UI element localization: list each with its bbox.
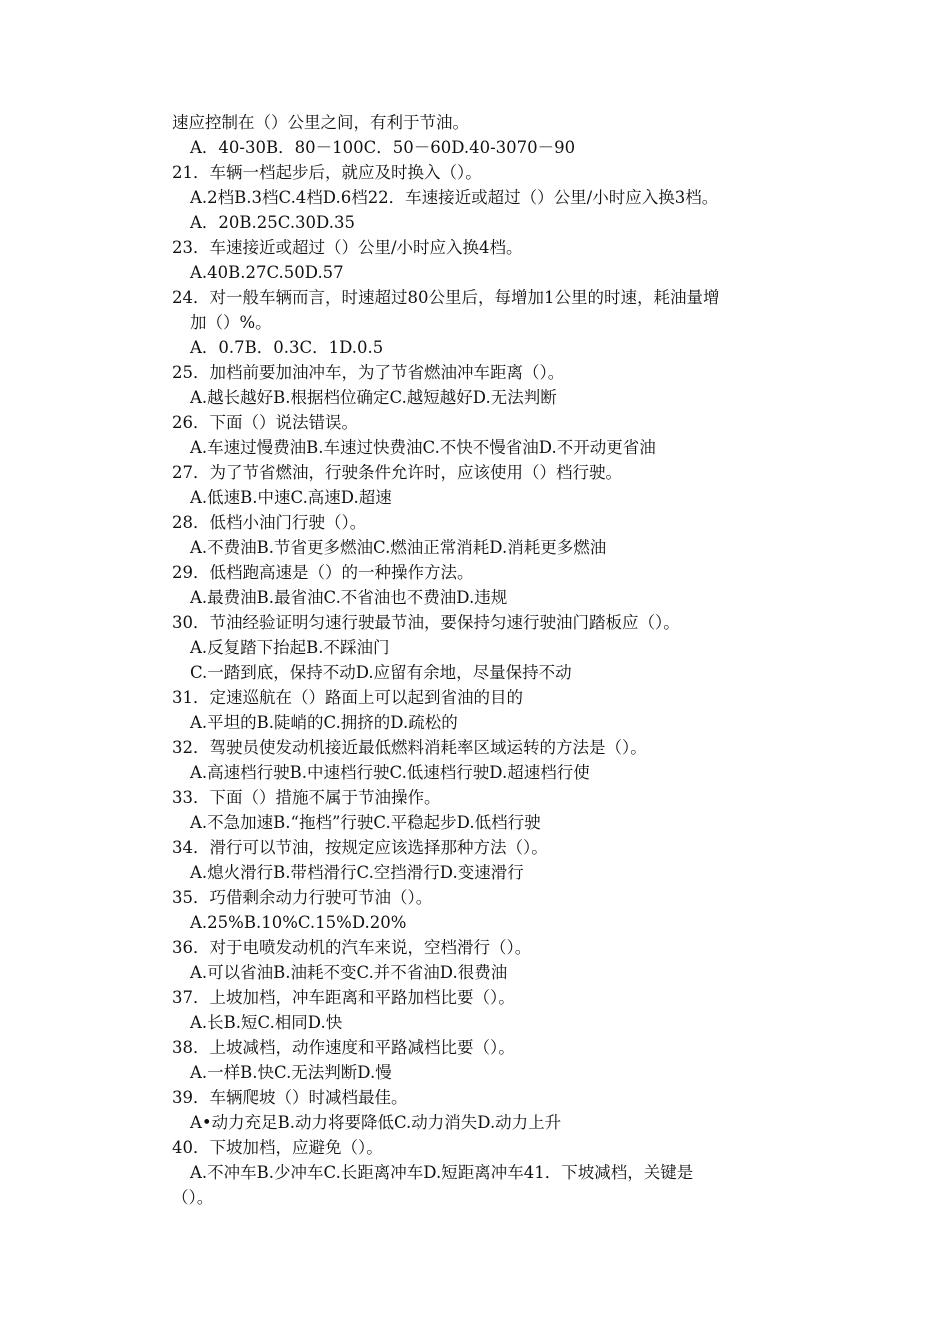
options-line: A.不冲车B.少冲车C.长距离冲车D.短距离冲车41．下坡减档，关键是 [190,1163,694,1182]
options-line: A.反复踏下抬起B.不踩油门 [190,638,390,657]
options-line: A.熄火滑行B.带档滑行C.空挡滑行D.变速滑行 [190,863,524,882]
options-line: A.平坦的B.陡峭的C.拥挤的D.疏松的 [190,713,458,732]
question-line: 26．下面（）说法错误。 [172,413,358,432]
options-line: A.高速档行驶B.中速档行驶C.低速档行驶D.超速档行使 [190,763,590,782]
question-line: 34．滑行可以节油，按规定应该选择那种方法（）。 [172,838,548,857]
options-line: A.可以省油B.油耗不变C.并不省油D.很费油 [190,963,508,982]
question-line: 28．低档小油门行驶（）。 [172,513,367,532]
options-line: A．40-30B．80－100C．50－60D.40-3070－90 [190,138,576,157]
question-line: 32．驾驶员使发动机接近最低燃料消耗率区域运转的方法是（）。 [172,738,647,757]
options-line: A.40B.27C.50D.57 [190,263,344,282]
options-line: A.车速过慢费油B.车速过快费油C.不快不慢省油D.不开动更省油 [190,438,656,457]
options-line: A.越长越好B.根据档位确定C.越短越好D.无法判断 [190,388,557,407]
options-line: A.25%B.10%C.15%D.20% [190,913,407,932]
options-line: A．20B.25C.30D.35 [190,213,355,232]
options-line: A.2档B.3档C.4档D.6档22．车速接近或超过（）公里/小时应入换3档。 [190,188,719,207]
options-line: A•动力充足B.动力将要降低C.动力消失D.动力上升 [190,1113,562,1132]
question-line: 36．对于电喷发动机的汽车来说，空档滑行（）。 [172,938,532,957]
question-line: 35．巧借剩余动力行驶可节油（）。 [172,888,433,907]
question-line: 23．车速接近或超过（）公里/小时应入换4档。 [172,238,523,257]
question-line: 30．节油经验证明匀速行驶最节油，要保持匀速行驶油门踏板应（）。 [172,613,680,632]
options-line: A.最费油B.最省油C.不省油也不费油D.违规 [190,588,508,607]
question-line: 38．上坡减档，动作速度和平路减档比要（）。 [172,1038,515,1057]
options-line: A.长B.短C.相同D.快 [190,1013,343,1032]
question-continuation-line: 加（）%。 [190,313,272,332]
options-line: A.一样B.快C.无法判断D.慢 [190,1063,392,1082]
question-list [172,110,862,1210]
question-line: 29．低档跑高速是（）的一种操作方法。 [172,563,474,582]
options-line: A.低速B.中速C.高速D.超速 [190,488,392,507]
question-line: 25．加档前要加油冲车，为了节省燃油冲车距离（）。 [172,363,565,382]
question-line: 37．上坡加档，冲车距离和平路加档比要（）。 [172,988,515,1007]
question-line: （）。 [172,1188,214,1207]
question-line: 27．为了节省燃油，行驶条件允许时，应该使用（）档行驶。 [172,463,622,482]
options-line: A．0.7B．0.3C．1D.0.5 [190,338,384,357]
options-line: A.不急加速B.“拖档”行驶C.平稳起步D.低档行驶 [190,813,541,832]
question-line: 31．定速巡航在（）路面上可以起到省油的目的 [172,688,523,707]
question-line: 速应控制在（）公里之间，有利于节油。 [172,113,469,132]
question-line: 21．车辆一档起步后，就应及时换入（）。 [172,163,482,182]
question-line: 24．对一般车辆而言，时速超过80公里后，每增加1公里的时速，耗油量增 [172,288,720,307]
question-line: 33．下面（）措施不属于节油操作。 [172,788,441,807]
options-line: A.不费油B.节省更多燃油C.燃油正常消耗D.消耗更多燃油 [190,538,607,557]
question-line: 39．车辆爬坡（）时减档最佳。 [172,1088,408,1107]
question-line: 40．下坡加档，应避免（）。 [172,1138,383,1157]
options-line: C.一踏到底，保持不动D.应留有余地，尽量保持不动 [190,663,572,682]
